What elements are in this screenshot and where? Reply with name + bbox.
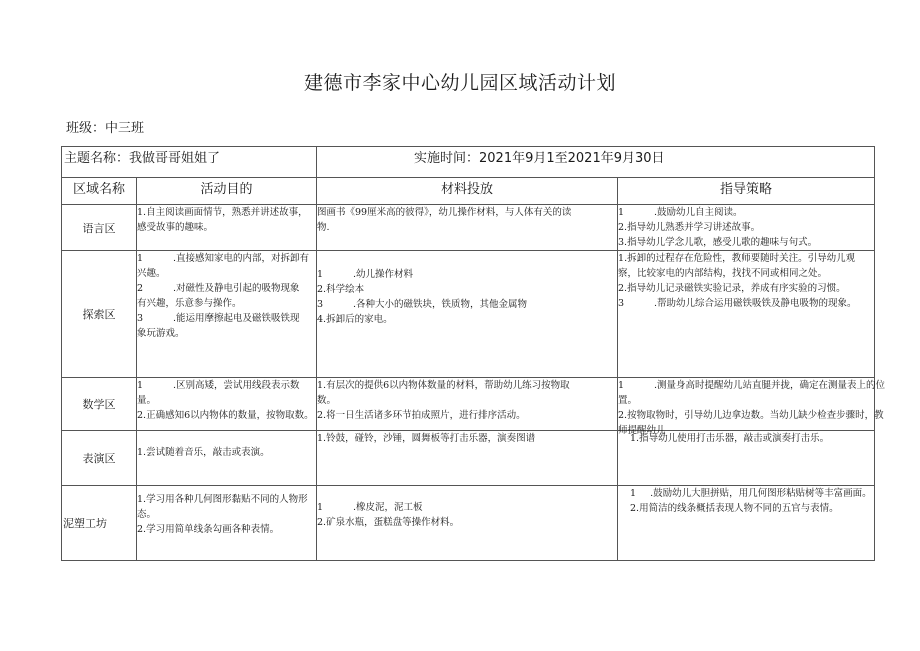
material-cell: [317, 378, 618, 431]
material-line: 物.: [317, 222, 330, 233]
material-line: 3 .各种大小的磁铁块，铁质物，其他金属物: [317, 299, 528, 310]
area-name: 泥塑工坊: [62, 486, 137, 561]
area-name: 数学区: [62, 378, 137, 431]
header-material: 材料投放: [317, 178, 618, 205]
goal-line: 1.尝试随着音乐，敲击或表演。: [137, 447, 270, 458]
table-row: [62, 378, 875, 431]
strategy-line: 1 .鼓励幼儿大胆拼贴，用几何图形粘贴树等丰富画面。: [630, 488, 872, 499]
page-title: 建德市李家中心幼儿园区域活动计划: [303, 72, 616, 94]
goal-line: 态。: [137, 509, 157, 520]
goal-line: 量。: [137, 395, 157, 406]
header-goal: 活动目的: [137, 178, 317, 205]
goal-line: 2.学习用简单线条勾画各种表情。: [137, 524, 280, 535]
strategy-line: 2.指导幼儿熟悉并学习讲述故事。: [618, 222, 761, 233]
header-strategy: 指导策略: [618, 178, 875, 205]
strategy-line: 1.指导幼儿使用打击乐器，敲击或演奏打击乐。: [630, 433, 830, 444]
strategy-line: 1 .测量身高时提醒幼儿站直腿并拢，确定在测量表上的位: [618, 380, 886, 391]
goal-cell: [137, 205, 317, 251]
strategy-line: 2.用简洁的线条概括表现人物不同的五官与表情。: [630, 503, 839, 514]
column-header-row: [62, 178, 875, 205]
implementation-time: 实施时间：2021年9月1至2021年9月30日: [317, 147, 875, 178]
material-line: 1 .幼儿操作材料: [317, 269, 414, 280]
material-line: 数。: [317, 395, 337, 406]
goal-line: 2 .对磁性及静电引起的吸物现象: [137, 283, 300, 294]
goal-line: 3 .能运用摩擦起电及磁铁吸铁现: [137, 313, 300, 324]
activity-plan-table: [61, 146, 886, 561]
strategy-line: 置。: [618, 395, 638, 406]
header-area: 区域名称: [62, 178, 137, 205]
theme-row: [62, 147, 875, 178]
strategy-line: 察，比较家电的内部结构，找找不同或相同之处。: [618, 268, 828, 279]
material-line: 1.铃鼓，碰铃，沙锤，圆舞板等打击乐器，演奏图谱: [317, 433, 536, 444]
table-row: [62, 486, 875, 561]
theme-name: 主题名称：我做哥哥姐姐了: [62, 147, 317, 178]
goal-cell: [137, 251, 317, 378]
material-line: 图画书《99厘米高的彼得》，幼儿操作材料，与人体有关的读: [317, 207, 572, 218]
goal-line: 有兴趣，乐意参与操作。: [137, 298, 242, 309]
strategy-line: 1.拆卸的过程存在危险性，教师要随时关注。引导幼儿观: [618, 253, 856, 264]
material-line: 2.将一日生活诸多环节拍成照片，进行排序活动。: [317, 410, 526, 421]
goal-line: 2.正确感知6以内物体的数量，按物取数。: [137, 410, 314, 421]
material-line: 2.矿泉水瓶，蛋糕盘等操作材料。: [317, 517, 460, 528]
table-row: [62, 205, 875, 251]
goal-line: 1.学习用各种几何图形黏贴不同的人物形: [137, 494, 308, 505]
material-line: 4.拆卸后的家电。: [317, 314, 393, 325]
strategy-cell: [618, 378, 886, 436]
material-cell: [317, 205, 618, 251]
material-cell: [317, 486, 618, 561]
area-name: 探索区: [62, 251, 137, 378]
table-row: [62, 251, 875, 378]
strategy-cell: [618, 431, 875, 486]
strategy-cell: [618, 251, 875, 378]
strategy-line: 3.指导幼儿学念儿歌，感受儿歌的趣味与句式。: [618, 237, 818, 248]
goal-line: 1 .区别高矮，尝试用线段表示数: [137, 380, 300, 391]
area-name: 语言区: [62, 205, 137, 251]
table-row: [62, 431, 875, 486]
material-line: 2.科学绘本: [317, 284, 365, 295]
goal-line: 感受故事的趣味。: [137, 222, 214, 233]
goal-line: 象玩游戏。: [137, 328, 185, 339]
material-line: 1.有层次的提供6以内物体数量的材料，帮助幼儿练习按物取: [317, 380, 570, 391]
strategy-line: 2.按物取物时，引导幼儿边拿边数。当幼儿缺少检查步骤时，教: [618, 410, 884, 421]
strategy-line: 师提醒幼儿: [618, 425, 666, 436]
strategy-line: 3 .帮助幼儿综合运用磁铁吸铁及静电吸物的现象。: [618, 298, 857, 309]
goal-line: 1.自主阅读画面情节，熟悉并讲述故事，: [137, 207, 308, 218]
goal-cell: [137, 378, 317, 431]
goal-cell: [137, 486, 317, 561]
goal-line: 兴趣。: [137, 268, 166, 279]
goal-line: 1 .直接感知家电的内部，对拆卸有: [137, 253, 310, 264]
material-cell: [317, 431, 618, 486]
strategy-line: 1 .鼓励幼儿自主阅读。: [618, 207, 743, 218]
strategy-cell: [618, 486, 875, 561]
material-line: 1 .橡皮泥，泥工板: [317, 502, 423, 513]
area-name: 表演区: [62, 431, 137, 486]
material-cell: [317, 251, 618, 378]
strategy-cell: [618, 205, 875, 251]
goal-cell: [137, 431, 317, 486]
strategy-line: 2.指导幼儿记录磁铁实验记录，养成有序实验的习惯。: [618, 283, 846, 294]
class-label: 班级：中三班: [66, 121, 145, 136]
